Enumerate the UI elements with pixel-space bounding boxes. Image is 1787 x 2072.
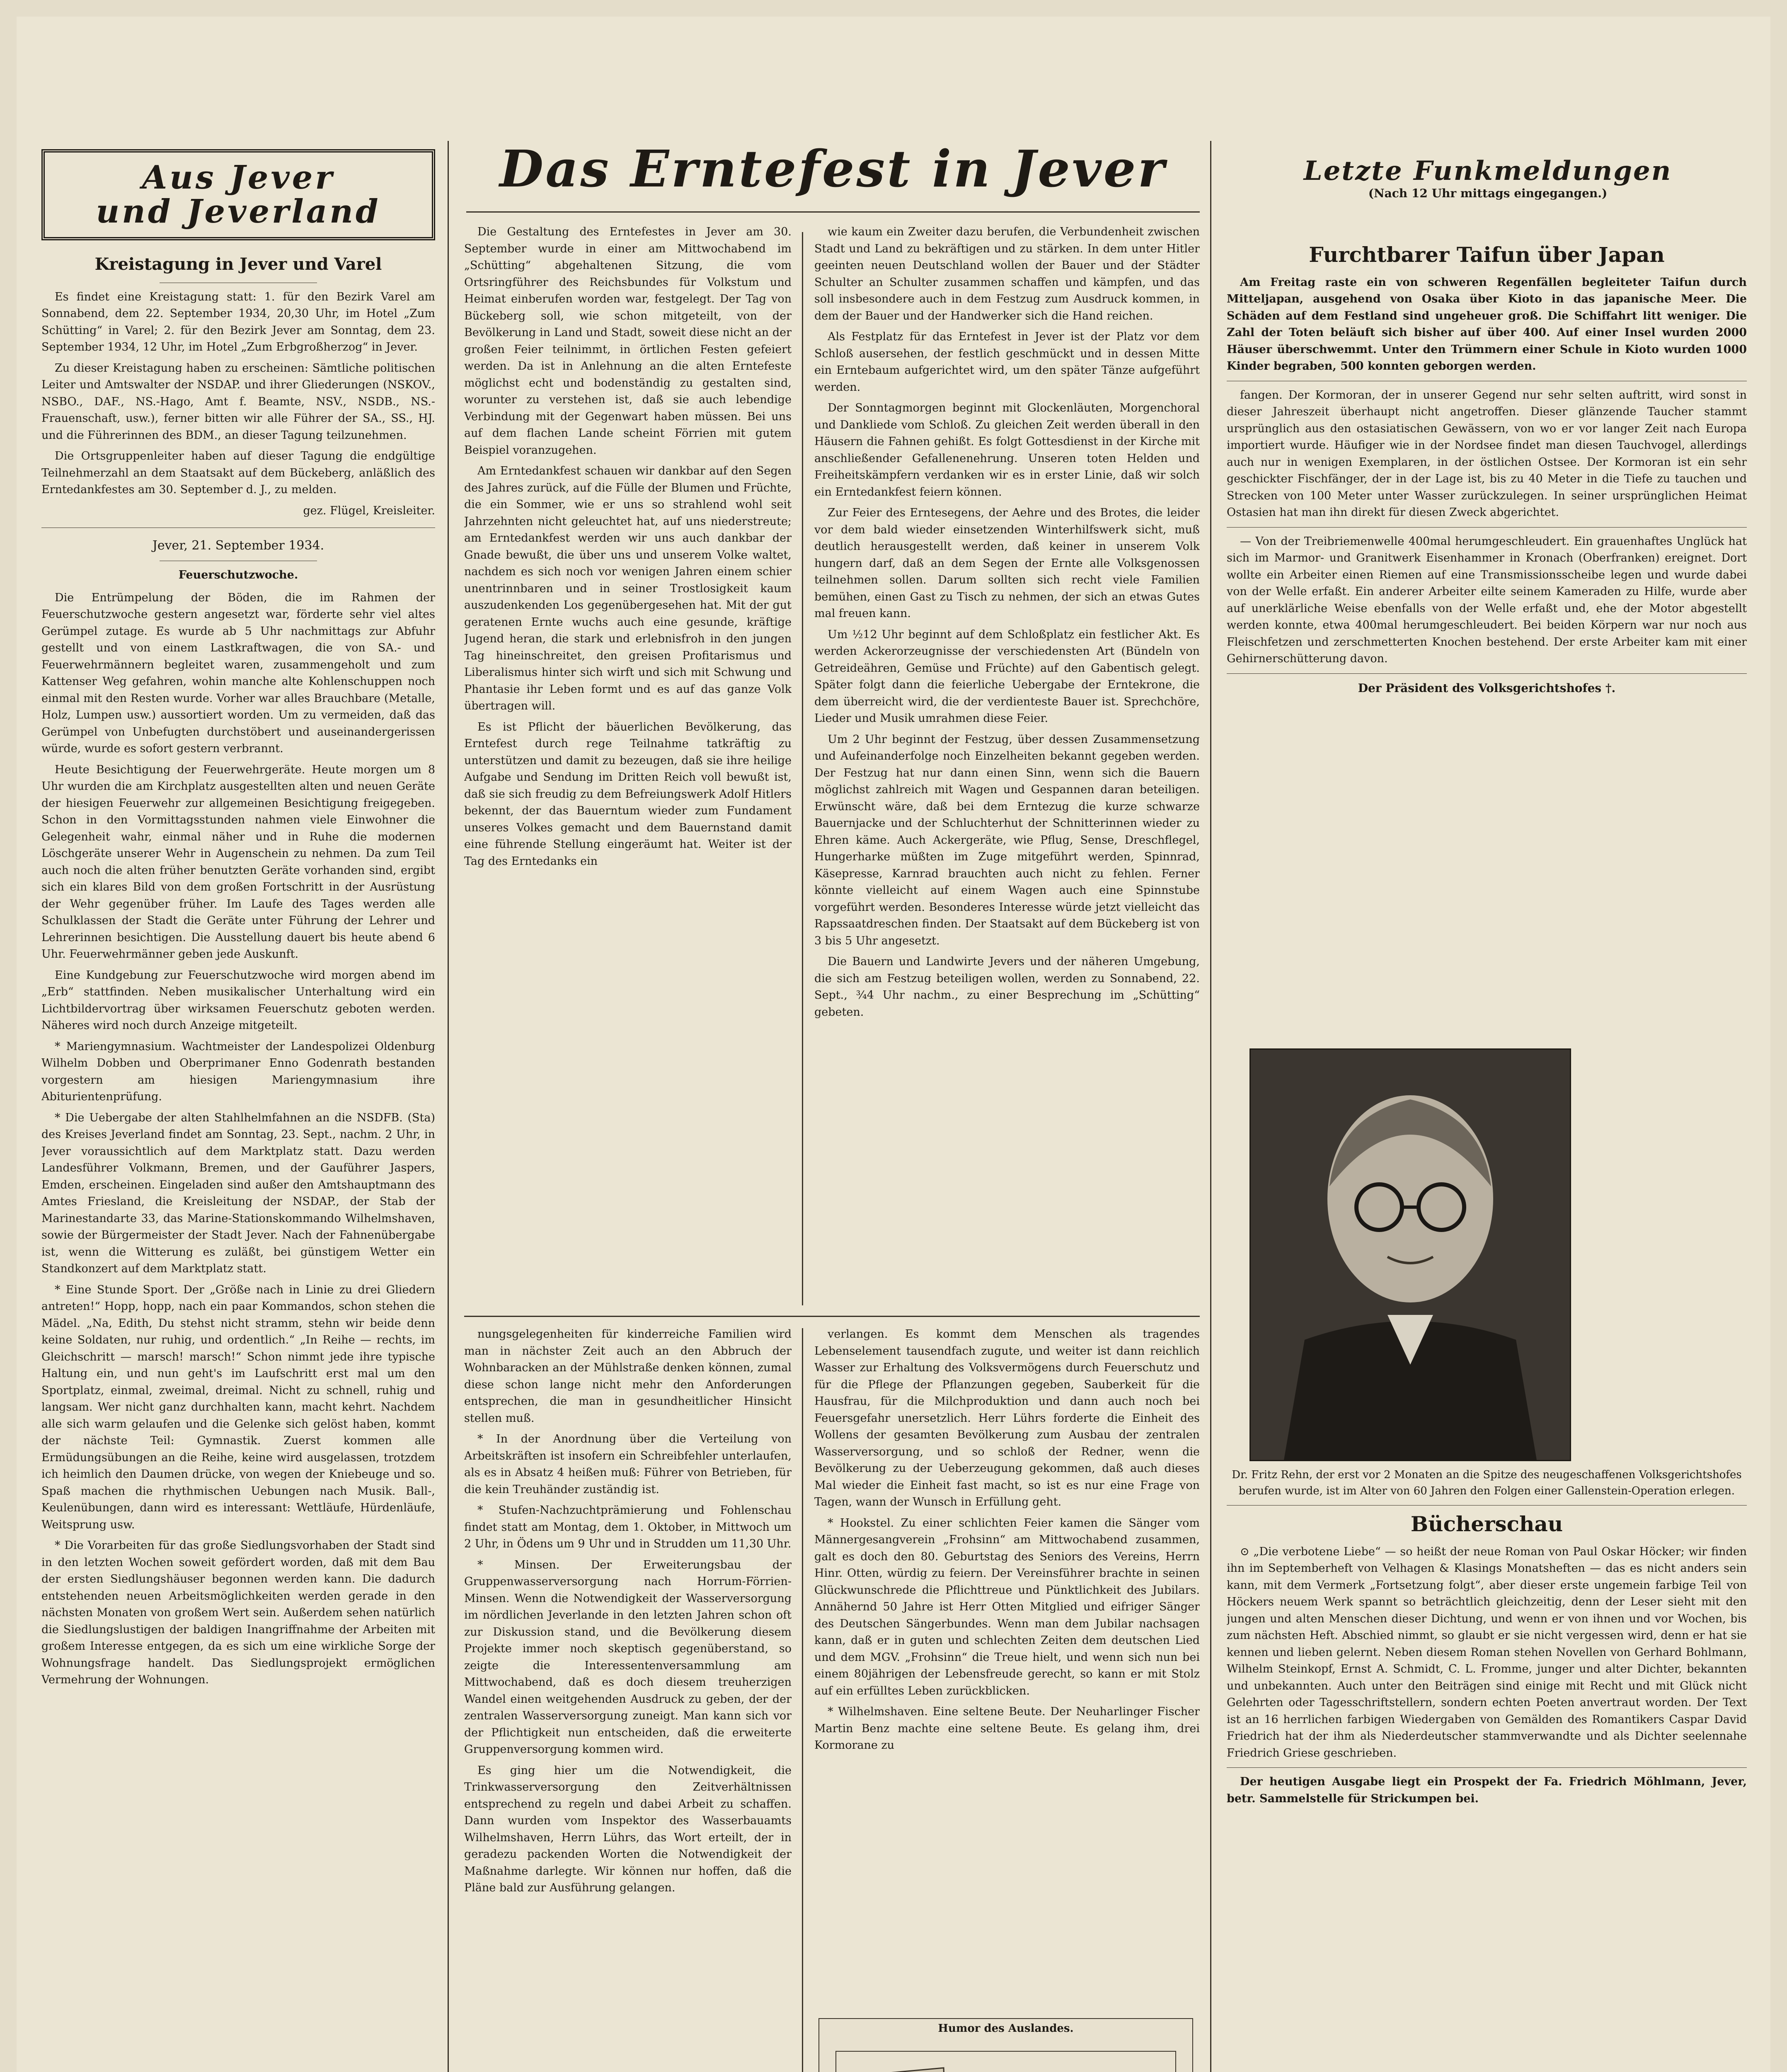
paragraph: Die Gestaltung des Erntefestes in Jever am 30. September wurde in einer am Mittwochabend im „Schütting“ abgehaltenen Sitzung, die vom Ortsringführer des Reichsbundes für Volkstum und Heimat einberufen worden war, festgelegt. Der Tag von Bückeberg soll, wie schon mitgeteilt, von der Bevölkerung in Land und Stadt, soweit diese nicht an der großen Feier teilnimmt, in örtlichen Festen gefeiert werden. Da ist in Anlehnung an die alten Erntefeste möglichst echt und bodenständig zu gestalten sind, worunter zu verstehen ist, daß sie auch lebendige Verbindung mit der Gegenwart haben müssen. Bei uns auf dem flachen Lande scheint Förrien mit gutem Beispiel voranzugehen.	[464, 225, 792, 457]
headline-rule	[466, 211, 1200, 213]
paragraph: — Von der Treibriemenwelle 400mal herumgeschleudert. Ein grauenhaftes Unglück hat sich im Marmor- und Granitwerk Eisenhammer in Kronach (Oberfranken) ereignet. Dort wollte ein Arbeiter einen Riemen auf eine Transmissionsscheibe legen und wurde dabei von der Welle erfaßt. Ein anderer Arbeiter eilte seinem Kameraden zu Hilfe, wurde aber auf unerklärliche Weise ebenfalls von der Welle erfaßt und, ehe der Motor abgestellt werden konnte, etwa 400mal herumgeschleudert. Bei beiden Körpern war nur noch aus Fleischfetzen und zerschmetterten Knochen bestehend. Der erste Arbeiter kam mit einer Gehirnerschütterung davon.	[1227, 535, 1747, 665]
section-rule	[464, 1316, 1200, 1317]
box-title-line1: Aus Jever	[142, 159, 335, 196]
latest-news-heading: Letzte Funkmeldungen	[1303, 155, 1672, 186]
notice-paragraph: Der heutigen Ausgabe liegt ein Prospekt der Fa. Friedrich Möhlmann, Jever, betr. Sammelstelle für Strickumpen bei.	[1227, 1775, 1747, 1805]
paragraph: Am Freitag raste ein von schweren Regenfällen begleiteter Taifun durch Mitteljapan, ausgehend von Osaka über Kioto in das japanische Meer. Die Schäden auf dem Festland sind ungeheuer groß. Die Schiffahrt litt weniger. Die Zahl der Toten beläuft sich bisher auf über 400. Auf einer Insel wurden 2000 Häuser überschwemmt. Unter den Trümmern einer Schule in Kioto wurden 1000 Kinder begraben, 500 konnten geborgen werden.	[1227, 276, 1747, 373]
article-heading: Kreistagung in Jever und Varel	[94, 254, 382, 274]
paragraph: * Die Vorarbeiten für das große Siedlungsvorhaben der Stadt sind in den letzten Wochen soweit gefördert worden, daß mit dem Bau der ersten Siedlungshäuser begonnen werden kann. Die dadurch entstehenden neuen Arbeitsmöglichkeiten werden gerade in den nächsten Monaten von großem Wert sein. Außerdem sehen natürlich die Siedlungslustigen der baldigen Inangriffnahme der Arbeiten mit großem Interesse entgegen, da es sich um eine wirkliche Sorge der Wohnungsfrage handelt. Das Siedlungsprojekt ermöglichen Vermehrung der Wohnungen.	[41, 1539, 435, 1687]
divider	[1227, 527, 1747, 528]
paragraph: * Minsen. Der Erweiterungsbau der Gruppenwasserversorgung nach Horrum-Förrien-Minsen. Wenn die Notwendigkeit der Wasserversorgung im nördlichen Jeverlande in den letzten Jahren schon oft zur Diskussion stand, und die Bevölkerung diesem Projekte immer noch skeptisch gegenüberstand, so zeigte die Interessentenversammlung am Mittwochabend, daß es doch diesem treuherzigen Wandel einen weitgehenden Ausdruck zu geben, der der zentralen Wasserversorgung zuneigt. Man kann sich vor der Pflichtigkeit nun entscheiden, daß die erweiterte Gruppenversorgung kommen wird.	[464, 1558, 792, 1756]
newspaper-page	[17, 17, 1770, 2072]
paragraph: Es ging hier um die Notwendigkeit, die Trinkwasserversorgung den Zeitverhältnissen entsprechend zu regeln und dabei Arbeit zu schaffen. Dann wurden vom Inspektor des Wasserbauamts Wilhelmshaven, Herrn Lührs, das Wort erteilt, der in geradezu packenden Worten die Notwendigkeit der Maßnahme darlegte. Wir können nur hoffen, daß die Pläne bald zur Ausführung gelangen.	[464, 1764, 792, 1894]
column-local-news	[41, 149, 435, 2072]
paragraph: * Wilhelmshaven. Eine seltene Beute. Der Neuharlinger Fischer Martin Benz machte eine seltene Beute. Es gelang ihm, drei Kormorane zu	[814, 1705, 1200, 1752]
paragraph: * Stufen-Nachzuchtprämierung und Fohlenschau findet statt am Montag, dem 1. Oktober, in Mittwoch um 2 Uhr, in Ödens um 9 Uhr und in Strudden um 11,30 Uhr.	[464, 1504, 792, 1550]
paragraph: Heute Besichtigung der Feuerwehrgeräte. Heute morgen um 8 Uhr wurden die am Kirchplatz ausgestellten alten und neuen Geräte der hiesigen Feuerwehr zur allgemeinen Besichtigung freigegeben. Schon in den Vormittagsstunden nahmen viele Einwohner die Gelegenheit wahr, einmal näher und in Ruhe die modernen Löschgeräte unserer Wehr in Augenschein zu nehmen. Da zum Teil auch noch die alten früher benutzten Geräte vorhanden sind, ergibt sich ein klares Bild von dem großen Fortschritt in der Ausrüstung der Wehr gegenüber früher. Im Laufe des Tages werden alle Schulklassen der Stadt die Geräte unter Führung der Lehrer und Lehrerinnen besichtigen. Die Ausstellung dauert bis heute abend 6 Uhr. Feuerwehrmänner geben jede Auskunft.	[41, 763, 435, 961]
cartoon-title: Humor des Auslandes.	[938, 2022, 1074, 2035]
paragraph: Um ½12 Uhr beginnt auf dem Schloßplatz ein festlicher Akt. Es werden Ackerorzeugnisse der verschiedensten Art (Bündeln von Getreideähren, Gemüse und Früchte) auf den Gabentisch gelegt. Später folgt dann die feierliche Uebergabe der Erntekrone, die dem überreicht wird, die der verdienteste Bauer ist. Sprechchöre, Lieder und Musik umrahmen diese Feier.	[814, 628, 1200, 725]
divider	[1227, 673, 1747, 674]
paragraph: Eine Kundgebung zur Feuerschutzwoche wird morgen abend im „Erb“ stattfinden. Neben musikalischer Unterhaltung wird ein Lichtbildervortrag über wirksamen Feuerschutz geboten werden. Näheres wird noch durch Anzeige mitgeteilt.	[41, 968, 435, 1032]
paragraph: Die Ortsgruppenleiter haben auf dieser Tagung die endgültige Teilnehmerzahl an dem Staatsakt auf dem Bückeberg, anläßlich des Erntedankfestes am 30. September d. J., zu melden.	[41, 450, 435, 496]
paragraph: Zu dieser Kreistagung haben zu erscheinen: Sämtliche politischen Leiter und Amtswalter der NSDAP. und ihrer Gliederungen (NSKOV., NSBO., DAF., NS.-Hago, Amt f. Beamte, NSV., NSDB., NS.-Frauenschaft, usw.), ferner bitten wir alle Führer der SA., SS., HJ. und die Führerinnen des BDM., an dieser Tagung teilzunehmen.	[41, 361, 435, 442]
box-title-line2: und Jeverland	[96, 192, 381, 230]
column-latest-news	[1227, 236, 1747, 999]
paragraph: * In der Anordnung über die Verteilung von Arbeitskräften ist insofern ein Schreibfehler unterlaufen, als es in Absatz 4 heißen muß: Führer von Betrieben, für die kein Treuhänder zuständig ist.	[464, 1433, 792, 1496]
latest-news-subheading: (Nach 12 Uhr mittags eingegangen.)	[1368, 186, 1608, 200]
signature: gez. Flügel, Kreisleiter.	[303, 504, 435, 517]
paragraph: ⊙ „Die verbotene Liebe“ — so heißt der neue Roman von Paul Oskar Höcker; wir finden ihn im Septemberheft von Velhagen & Klasings Monatsheften — das es nicht anders sein kann, mit dem Vermerk „Fortsetzung folgt“, aber dieser erste ungemein farbige Teil von Höckers neuem Werk spannt so beträchtlich gleichzeitig, denn der Leser sieht mit den jungen und alten Menschen dieser Dichtung, und wenn er von ihnen und vor Wochen, bis zum nächsten Heft. Abschied nimmt, so glaubt er sie nicht vergessen wird, denn er hat sie kennen und lieben gelernt. Neben diesem Roman stehen Novellen von Gerhard Bohlmann, Wilhelm Steinkopf, Ernst A. Schmidt, C. L. Fromme, junger und alter Dichter, bekannten und unbekannten. Auch unter den Beiträgen sind einige mit Recht und mit Glück nicht Gelehrten oder Tagesschriftstellern, sondern echten Poeten anvertraut worden. Der Text ist an 16 herrlichen farbigen Wiedergaben von Gemälden des Romantikers Caspar David Friedrich hat der ihm als Niederdeutscher stammverwandte und als Dichter seelennahe Friedrich Griese geschrieben.	[1227, 1545, 1747, 1760]
column-erntefest-1	[464, 224, 792, 1310]
portrait-title: Der Präsident des Volksgerichtshofes †.	[1358, 681, 1616, 695]
cartoon-illustration	[819, 2035, 1192, 2072]
paragraph: fangen. Der Kormoran, der in unserer Gegend nur sehr selten auftritt, wird sonst in dieser Jahreszeit überhaupt nicht angetroffen. Dieser glänzende Taucher stammt ursprünglich aus den ostasiatischen Gewässern, von wo er vor langer Zeit nach Europa importiert wurde. Häufiger wie in der Nordsee findet man diesen Tauchvogel, allerdings auch nur in wenigen Exemplaren, in der östlichen Ostsee. Der Kormoran ist ein sehr geschickter Fischfänger, der in der Lage ist, bis zu 40 Meter in die Tiefe zu tauchen und Strecken von 100 Meter unter Wasser zurückzulegen. In seiner ursprünglichen Heimat Ostasien hat man ihn direkt für diesen Zweck abgerichtet.	[1227, 388, 1747, 519]
column-erntefest-2	[814, 224, 1200, 1310]
paragraph: Als Festplatz für das Erntefest in Jever ist der Platz vor dem Schloß ausersehen, der festlich geschmückt und in dessen Mitte ein Erntebaum aufgerichtet wird, um den später Tänze aufgeführt werden.	[814, 330, 1200, 394]
books-heading: Bücherschau	[1410, 1512, 1563, 1536]
column-local-news-2	[464, 1326, 792, 2072]
paragraph: * Eine Stunde Sport. Der „Größe nach in Linie zu drei Gliedern antreten!“ Hopp, hopp, nach ein paar Kommandos, schon stehen die Mädel. „Na, Edith, Du stehst nicht stramm, stehn wir beide denn keine Soldaten, nur ruhig, und ordentlich.“ „In Reihe — rechts, im Gleichschritt — marsch! marsch!“ Schon nimmt jede ihre typische Haltung ein, und nun geht's im Laufschritt erst mal um den Sportplatz, einmal, zweimal, dreimal. Nicht zu schnell, ruhig und langsam. Wer nicht ganz durchhalten kann, macht kehrt. Nachdem alle sich warm gelaufen und die Gelenke sich gelöst haben, kommt der nächste Teil: Gymnastik. Zuerst kommen alle Ermüdungsübungen an die Reihe, keine wird ausgelassen, trotzdem ich heimlich den Daumen drücke, von wegen der Kniebeuge und so. Spaß machen die rhythmischen Uebungen nach Musik. Ball-, Keulenübungen, dann wird es interessant: Wettläufe, Hürdenläufe, Weitsprung usw.	[41, 1283, 435, 1531]
divider	[1227, 1767, 1747, 1768]
paragraph: Es ist Pflicht der bäuerlichen Bevölkerung, das Erntefest durch rege Teilnahme tatkräftig zu unterstützen und damit zu bezeugen, daß sie ihre heilige Aufgabe und Sendung im Dritten Reich voll bewußt ist, daß sie sich freudig zu dem Befreiungswerk Adolf Hitlers bekennt, der das Bauerntum wieder zum Fundament unseres Volkes gemacht und dem Bauernstand damit eine führende Stellung eingeräumt hat. Weiter ist der Tag des Erntedanks ein	[464, 720, 792, 868]
column-local-news-3	[814, 1326, 1200, 2006]
column-rule	[448, 141, 449, 2072]
paragraph: Am Erntedankfest schauen wir dankbar auf den Segen des Jahres zurück, auf die Fülle der Blumen und Früchte, die ein Sommer, wie er uns so strahlend wohl seit Jahrzehnten nicht geleuchtet hat, auf uns niederstreute; am Erntedankfest werden wir uns auch dankbar der Gnade bewußt, die über uns und unserem Volke waltet, nachdem es sich noch vor wenigen Jahren einem schier unentrinnbaren und in seiner Trostlosigkeit kaum auszudenkenden Los gegenübergesehen hat. Mit der gut geratenen Ernte wuchs auch eine gesunde, kräftige Jugend heran, die stark und erlebnisfroh in den jungen Tag hineinschreitet, den greisen Profitarismus und Liberalismus hinter sich wirft und sich mit Schwung und Phantasie ihr Leben formt und es auf das ganze Volk übertragen will.	[464, 465, 792, 712]
paragraph: Der Sonntagmorgen beginnt mit Glockenläuten, Morgenchoral und Dankliede vom Schloß. Zu gleichen Zeit werden überall in den Häusern die Fahnen gehißt. Es folgt Gottesdienst in der Kirche mit anschließender Gefallenenehrung. Unseren toten Helden und Freiheitskämpfern verdanken wir es in erster Linie, daß wir solch ein Erntedankfest feiern können.	[814, 402, 1200, 499]
paragraph: Die Entrümpelung der Böden, die im Rahmen der Feuerschutzwoche gestern angesetzt war, förderte sehr viel altes Gerümpel zutage. Es wurde ab 5 Uhr nachmittags zur Abfuhr gestellt und von einem Lastkraftwagen, die von SA.- und Feuerwehrmännern begleitet waren, zusammengeholt und zum Kattenser Weg gefahren, wohin manche alte Kohlenschuppen noch einmal mit den Resten wurde. Vorher war alles Brauchbare (Metalle, Holz, Lumpen usw.) aussortiert worden. Um zu vermeiden, daß das Gerümpel von Unbefugten durchstöbert und auseinandergerissen würde, wurde es sofort gestern verbrannt.	[41, 591, 435, 755]
paragraph: * Mariengymnasium. Wachtmeister der Landespolizei Oldenburg Wilhelm Dobben und Oberprimaner Enno Godenrath bestanden vorgestern am hiesigen Mariengymnasium ihre Abiturientenprüfung.	[41, 1040, 435, 1104]
column-rule	[802, 1328, 803, 2072]
paragraph: Zur Feier des Erntesegens, der Aehre und des Brotes, die leider vor dem bald wieder einsetzenden Winterhilfswerk sicht, muß deutlich herausgestellt werden, daß keiner in unserem Volk hungern darf, daß an dem Segen der Ernte alle Volksgenossen teilnehmen sollen. Darum sollten sich recht viele Familien bemühen, einen Gast zu Tisch zu nehmen, der sich an etwas Gutes mal freuen kann.	[814, 506, 1200, 620]
main-headline: Das Erntefest in Jever	[499, 139, 1167, 198]
divider	[1227, 1505, 1747, 1506]
cartoon	[818, 2018, 1193, 2072]
column-rule	[802, 232, 803, 1305]
column-books	[1227, 1467, 1747, 2072]
paragraph: nungsgelegenheiten für kinderreiche Familien wird man in nächster Zeit auch an den Abbruch der Wohnbaracken an der Mühlstraße denken können, zumal diese schon lange nicht mehr den Anforderungen entsprechen, die man in gesundheitlicher Hinsicht stellen muß.	[464, 1328, 792, 1425]
taifun-heading: Furchtbarer Taifun über Japan	[1309, 242, 1665, 267]
subheading: Feuerschutzwoche.	[178, 569, 298, 582]
dateline: Jever, 21. September 1934.	[152, 538, 324, 553]
portrait-caption: Dr. Fritz Rehn, der erst vor 2 Monaten an die Spitze des neugeschaffenen Volksgerichtshofes berufen wurde, ist im Alter von 60 Jahren den Folgen einer Gallenstein-Operation erlegen.	[1232, 1469, 1742, 1497]
section-box-title	[41, 149, 435, 240]
paragraph: Es findet eine Kreistagung statt: 1. für den Bezirk Varel am Sonnabend, dem 22. September 1934, 20,30 Uhr, im Hotel „Zum Schütting“ in Varel; 2. für den Bezirk Jever am Sonntag, dem 23. September 1934, 12 Uhr, im Hotel „Zum Erbgroßherzog“ in Jever.	[41, 290, 435, 354]
paragraph: wie kaum ein Zweiter dazu berufen, die Verbundenheit zwischen Stadt und Land zu bekräftigen und zu stärken. In dem unter Hitler geeinten neuen Deutschland wollen der Bauer und der Städter Schulter an Schulter zusammen schaffen und kämpfen, und das soll insbesondere auch in dem Festzug zum Ausdruck kommen, in dem der Bauer und der Handwerker sich die Hand reichen.	[814, 225, 1200, 322]
paragraph: verlangen. Es kommt dem Menschen als tragendes Lebenselement tausendfach zugute, und weiter ist dann reichlich Wasser zur Erhaltung des Volksvermögens durch Feuerschutz und für die Pflege der Pflanzungen gegeben, Sauberkeit für die Hausfrau, für die Milchproduktion und dann auch noch bei Feuersgefahr unersetzlich. Herr Lührs forderte die Einheit des Wollens der gesamten Bevölkerung zum Ausbau der zentralen Wasserversorgung, und so schloß der Redner, wenn die Bevölkerung zu der Ueberzeugung gekommen, daß auch dieses Mal wieder die Einheit fast macht, so ist es nur eine Frage von Tagen, wann der Wunsch in Erfüllung geht.	[814, 1328, 1200, 1508]
paragraph: Um 2 Uhr beginnt der Festzug, über dessen Zusammensetzung und Aufeinanderfolge noch Einzelheiten bekannt gegeben werden. Der Festzug hat nur dann einen Sinn, wenn sich die Bauern möglichst zahlreich mit Wagen und Gespannen daran beteiligen. Erwünscht wäre, daß bei dem Erntezug die kurze schwarze Bauernjacke und der Schluchterhut der Schnitterinnen wieder zu Ehren käme. Auch Ackergeräte, wie Pflug, Sense, Dreschflegel, Hungerharke müßten im Zuge mitgeführt werden, Spinnrad, Käsepresse, Karnrad brauchten auch nicht zu fehlen. Ferner könnte vielleicht auf einem Wagen auch eine Spinnstube vorgeführt werden. Besonderes Interesse würde jetzt vielleicht das Rapssaatdreschen finden. Der Staatsakt auf dem Bückeberg ist von 3 bis 5 Uhr angesetzt.	[814, 733, 1200, 947]
latest-news-header	[1229, 155, 1747, 208]
paragraph: * Die Uebergabe der alten Stahlhelmfahnen an die NSDFB. (Sta) des Kreises Jeverland findet am Sonntag, 23. Sept., nachm. 2 Uhr, in Jever voraussichtlich auf dem Marktplatz statt. Dazu werden Landesführer Volkmann, Bremen, und der Gauführer Jaspers, Emden, erscheinen. Eingeladen sind außer den Amtshauptmann des Amtes Friesland, die Kreisleitung der NSDAP., der Stab der Marinestandarte 33, das Marine-Stationskommando Wilhelmshaven, sowie der Bürgermeister der Stadt Jever. Nach der Fahnenübergabe ist, wenn die Witterung es zuläßt, bei günstigem Wetter ein Standkonzert auf dem Marktplatz statt.	[41, 1111, 435, 1276]
paragraph: * Hookstel. Zu einer schlichten Feier kamen die Sänger vom Männergesangverein „Frohsinn“ am Mittwochabend zusammen, galt es doch den 80. Geburtstag des Seniors des Vereins, Herrn Hinr. Otten, würdig zu feiern. Der Vereinsführer brachte in seinen Glückwunschrede die Pflichttreue und Pünktlichkeit des Jubilars. Annähernd 50 Jahre ist Herr Otten Mitglied und eifriger Sänger des Deutschen Sängerbundes. Wenn man dem Jubilar nachsagen kann, daß er in guten und schlechten Zeiten dem deutschen Lied und dem MGV. „Frohsinn“ die Treue hielt, und wenn sich nun bei einem 80jährigen der Lebensfreude gerecht, so kann er mit Stolz auf ein erfülltes Leben zurückblicken.	[814, 1516, 1200, 1697]
column-rule	[1210, 141, 1211, 2072]
paragraph: Die Bauern und Landwirte Jevers und der näheren Umgebung, die sich am Festzug beteiligen wollen, werden zu Sonnabend, 22. Sept., ¾4 Uhr nachm., zu einer Besprechung im „Schütting“ gebeten.	[814, 955, 1200, 1019]
portrait-photo	[1249, 1048, 1571, 1461]
